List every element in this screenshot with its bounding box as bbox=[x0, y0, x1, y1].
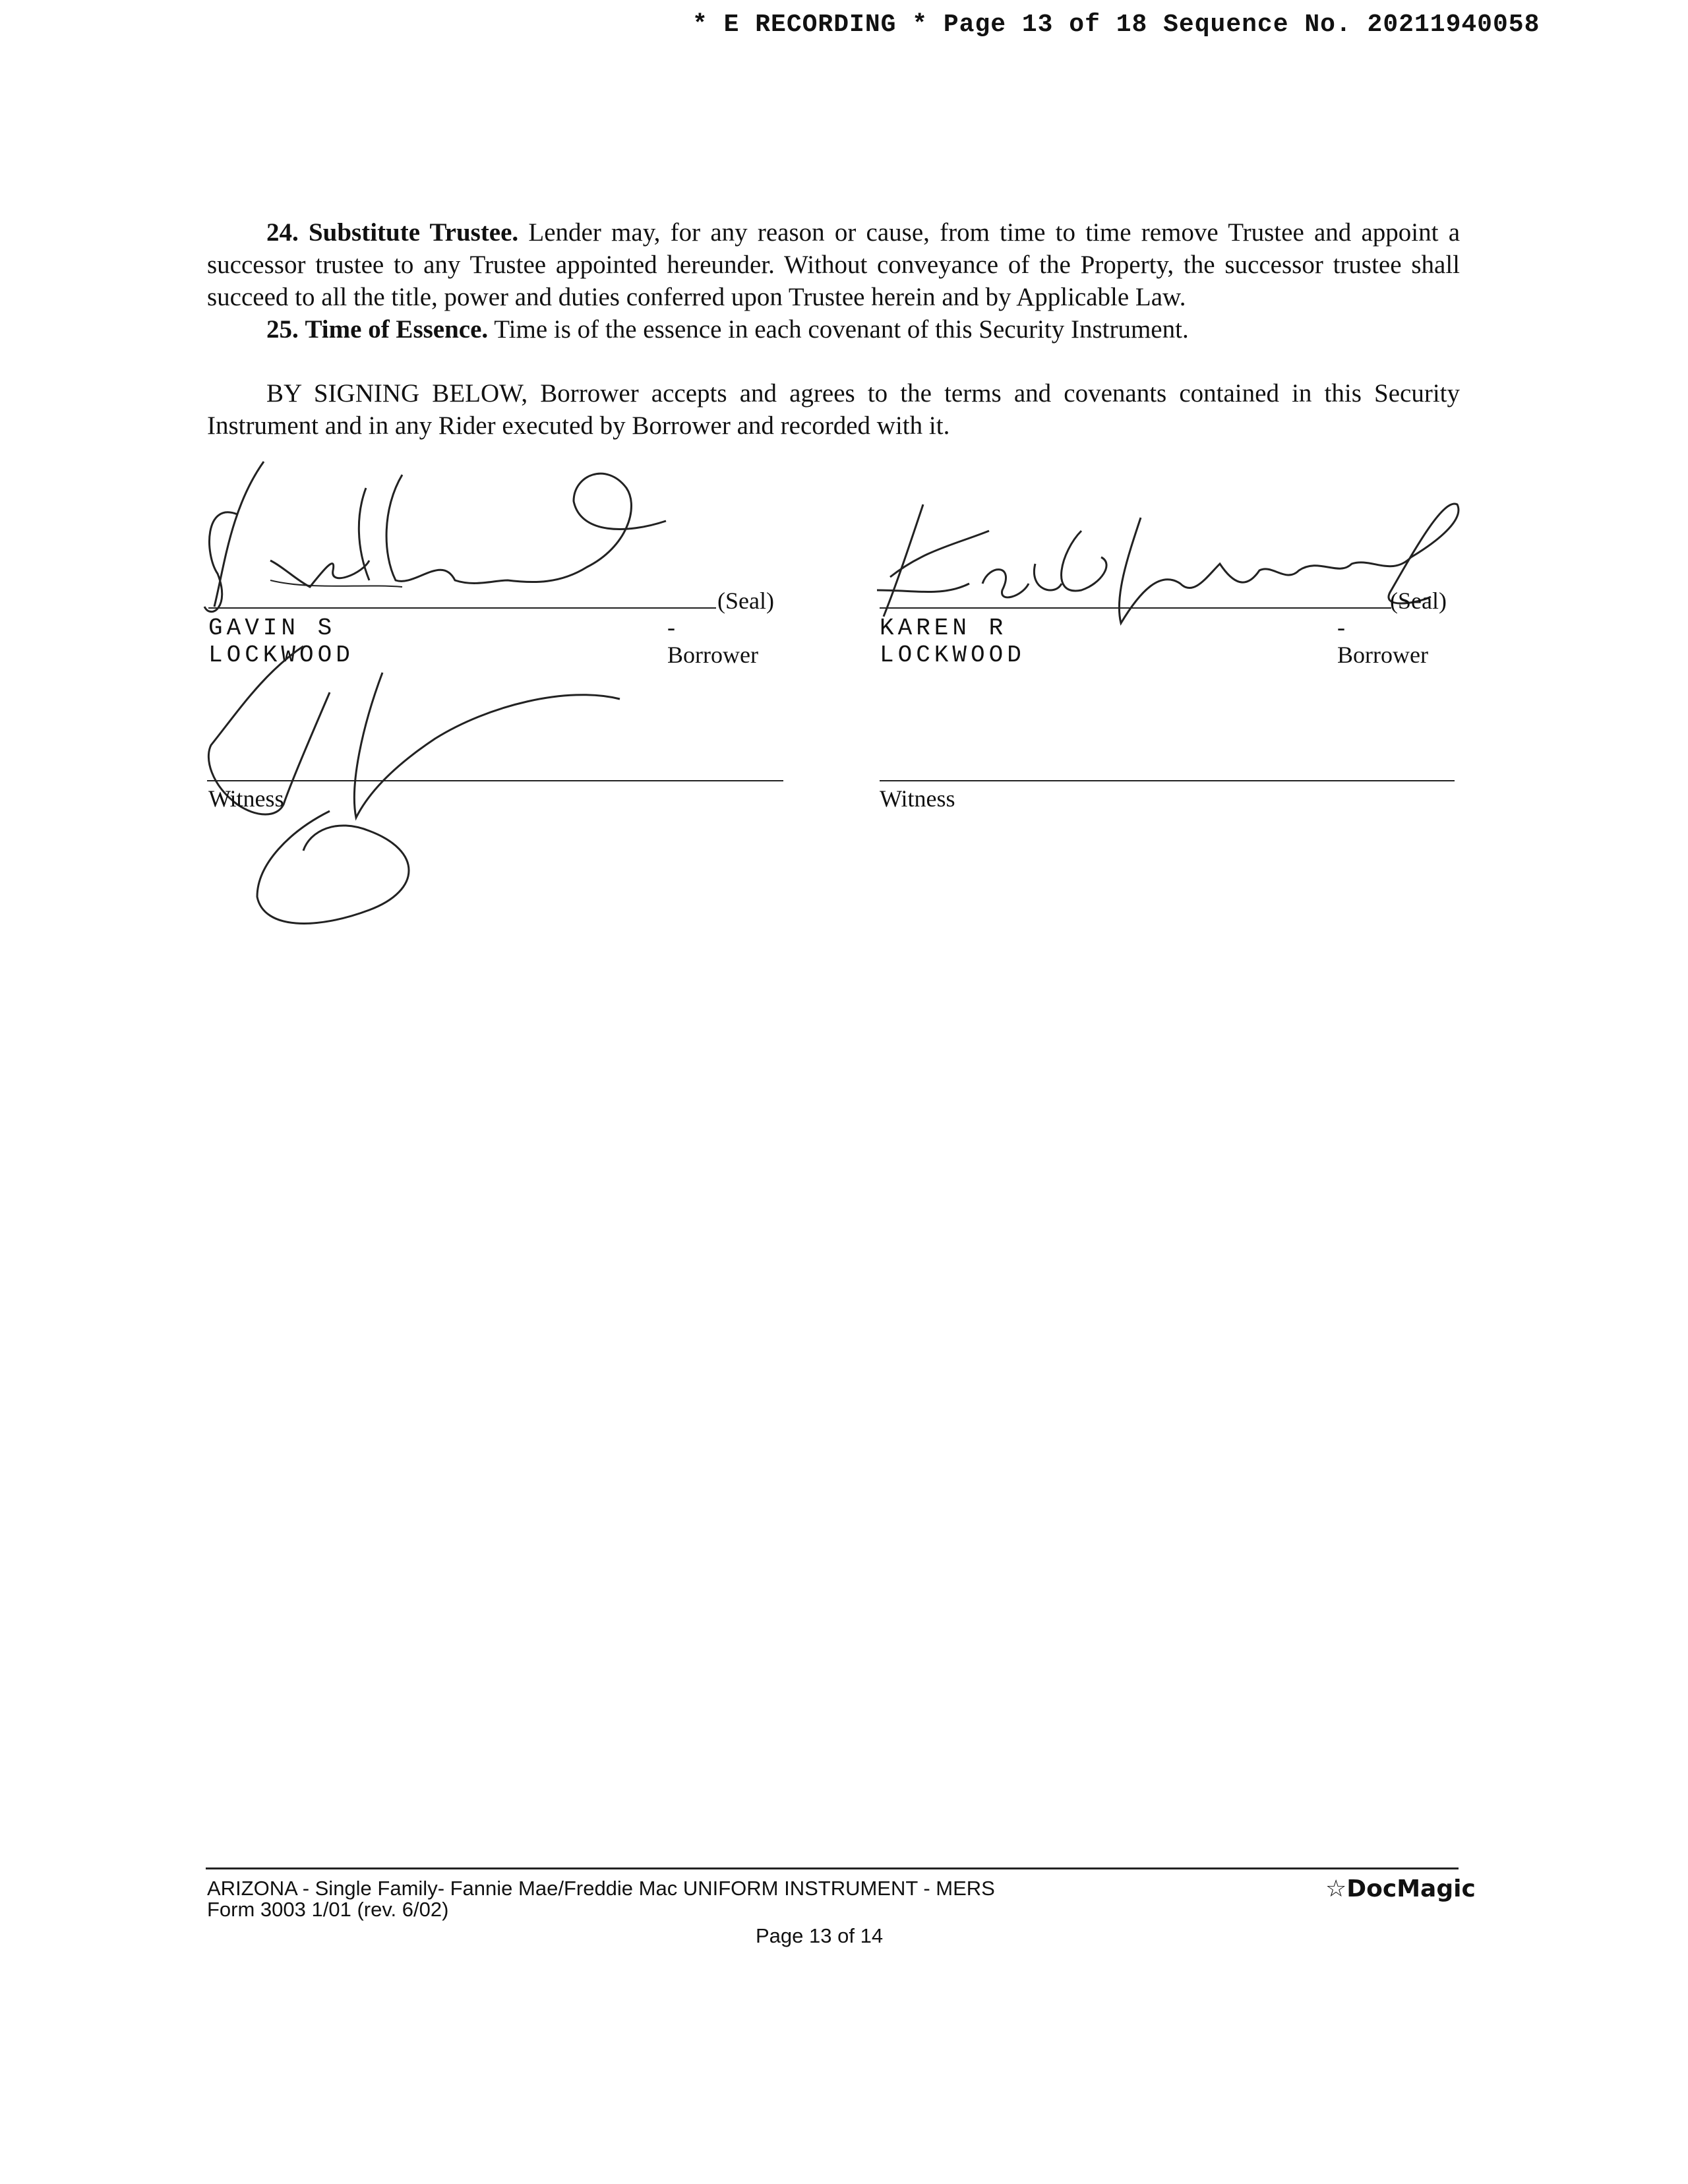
borrower-1-signature-line bbox=[208, 607, 716, 609]
witness-2-label: Witness bbox=[880, 785, 955, 812]
paragraph-24-number: 24. bbox=[266, 218, 299, 247]
footer-divider bbox=[206, 1867, 1459, 1869]
witness-1-label: Witness bbox=[208, 785, 284, 812]
witness-2-signature-line bbox=[880, 780, 1455, 781]
paragraph-25 bbox=[207, 313, 1460, 346]
document-body bbox=[207, 216, 1460, 442]
paragraph-25-number: 25. bbox=[266, 315, 299, 344]
borrower-1-seal: (Seal) bbox=[717, 588, 774, 614]
borrower-2-name: KAREN R LOCKWOOD bbox=[880, 615, 1025, 669]
recording-stamp: * E RECORDING * Page 13 of 18 Sequence No. 20211940058 bbox=[692, 11, 1540, 39]
borrower-2-signature-line bbox=[880, 607, 1391, 609]
footer-page-number: Page 13 of 14 bbox=[756, 1924, 884, 1947]
signing-statement: BY SIGNING BELOW, Borrower accepts and agrees to the terms and covenants contained in this Security Instrument and in any Rider executed by Borrower and recorded with it. bbox=[207, 379, 1460, 440]
footer-form-line-2: Form 3003 1/01 (rev. 6/02) bbox=[207, 1898, 449, 1921]
borrower-1-role: -Borrower bbox=[667, 614, 758, 668]
borrower-2-role: -Borrower bbox=[1337, 614, 1428, 668]
paragraph-24-title: Substitute Trustee. bbox=[308, 218, 519, 247]
paragraph-25-title: Time of Essence. bbox=[305, 315, 489, 344]
docmagic-logo bbox=[1325, 1875, 1476, 1902]
paragraph-25-text: Time is of the essence in each covenant of this Security Instrument. bbox=[494, 315, 1189, 344]
paragraph-24-text: Lender may, for any reason or cause, from time to time remove Trustee and appoint a successor trustee to any Trustee appointed hereunder. Without conveyance of the Property, the successor trustee shall succeed to all the title, power and duties conferred upon Trustee herein and by Applicable Law. bbox=[207, 218, 1461, 311]
paragraph-24 bbox=[207, 216, 1460, 313]
borrower-1-name: GAVIN S LOCKWOOD bbox=[208, 615, 354, 669]
docmagic-brand-text: DocMagic bbox=[1346, 1875, 1476, 1902]
star-icon: ☆ bbox=[1325, 1875, 1347, 1902]
footer-form-line-1: ARIZONA - Single Family- Fannie Mae/Freddie Mac UNIFORM INSTRUMENT - MERS bbox=[207, 1877, 995, 1900]
witness-1-signature-line bbox=[207, 780, 783, 781]
borrower-2-seal: (Seal) bbox=[1390, 588, 1447, 614]
